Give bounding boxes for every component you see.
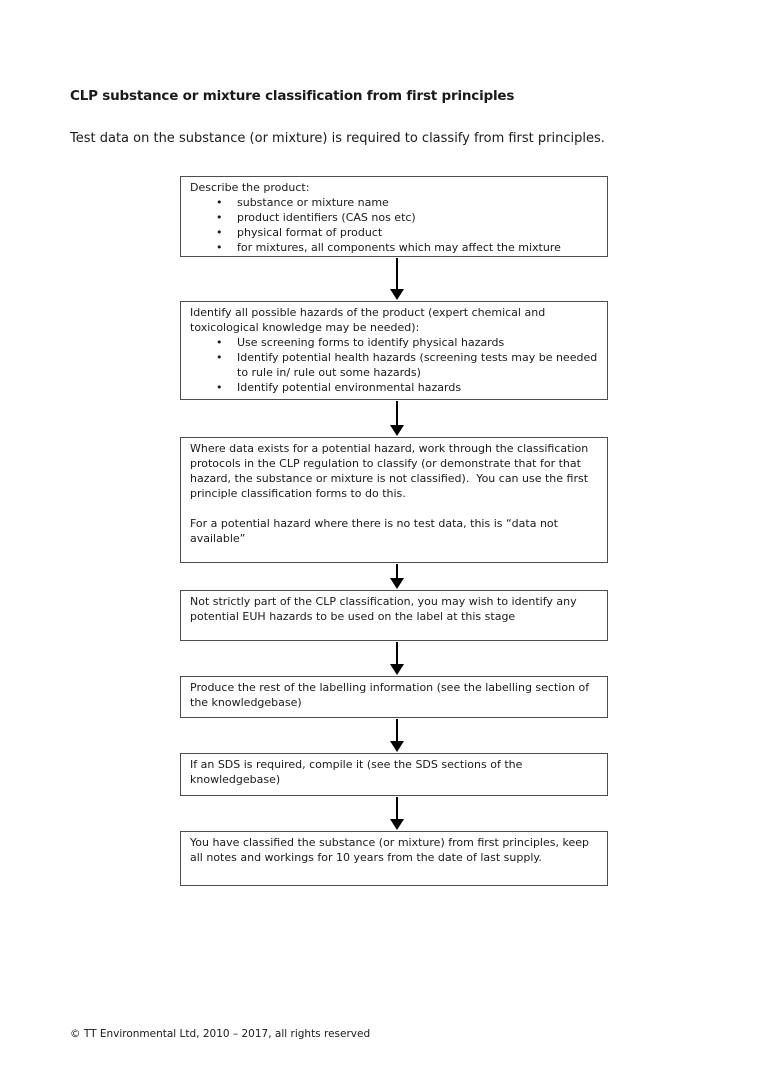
arrow-head-icon — [390, 664, 404, 675]
flow-box-identify-hazards — [180, 301, 608, 400]
page-title: CLP substance or mixture classification from first principles — [70, 88, 515, 104]
flow-box-paragraph: Where data exists for a potential hazard, work through the classification protocols in the CLP regulation to classify (or demonstrate that for that hazard, the substance or mixture is not classified). You can use the first principle classification forms to do this. — [190, 442, 592, 500]
flow-box-euh-hazards — [180, 590, 608, 641]
flow-down-arrow — [390, 564, 404, 589]
flow-down-arrow — [390, 401, 404, 436]
flow-box-classification-protocols — [180, 437, 608, 563]
arrow-head-icon — [390, 289, 404, 300]
flow-box-intro: Identify all possible hazards of the product (expert chemical and toxicological knowledge may be needed): — [190, 306, 546, 334]
bullet-item: • for mixtures, all components which may affect the mixture — [216, 240, 598, 255]
flow-box-intro: Describe the product: — [190, 181, 310, 194]
flow-box-labelling-information — [180, 676, 608, 718]
arrow-head-icon — [390, 425, 404, 436]
flow-box-paragraph: Not strictly part of the CLP classification, you may wish to identify any potential EUH hazards to be used on the label at this stage — [190, 595, 581, 623]
bullet-item: • Identify potential health hazards (screening tests may be needed to rule in/ rule out some hazards) — [216, 350, 598, 380]
bullet-item: • product identifiers (CAS nos etc) — [216, 210, 598, 225]
arrow-stem — [396, 642, 398, 664]
flow-down-arrow — [390, 797, 404, 830]
flow-down-arrow — [390, 258, 404, 300]
flow-box-paragraph: If an SDS is required, compile it (see the SDS sections of the knowledgebase) — [190, 758, 526, 786]
arrow-head-icon — [390, 741, 404, 752]
arrow-stem — [396, 564, 398, 578]
flow-down-arrow — [390, 642, 404, 675]
page-subtitle: Test data on the substance (or mixture) is required to classify from first principles. — [70, 131, 605, 146]
copyright-notice: © TT Environmental Ltd, 2010 – 2017, all rights reserved — [70, 1028, 371, 1040]
flow-box-bullet-list — [190, 335, 598, 395]
arrow-stem — [396, 401, 398, 425]
flow-box-paragraph: You have classified the substance (or mixture) from first principles, keep all notes and workings for 10 years from the date of last supply. — [190, 836, 593, 864]
arrow-head-icon — [390, 819, 404, 830]
flow-box-sds — [180, 753, 608, 796]
bullet-item: • Use screening forms to identify physical hazards — [216, 335, 598, 350]
flow-box-paragraph: For a potential hazard where there is no test data, this is “data not available” — [190, 517, 562, 545]
flow-box-describe-product — [180, 176, 608, 257]
arrow-stem — [396, 258, 398, 289]
arrow-stem — [396, 797, 398, 819]
bullet-item: • substance or mixture name — [216, 195, 598, 210]
flow-down-arrow — [390, 719, 404, 752]
flow-box-classification-complete — [180, 831, 608, 886]
bullet-item: • physical format of product — [216, 225, 598, 240]
flow-box-bullet-list — [190, 195, 598, 255]
flow-box-paragraph: Produce the rest of the labelling information (see the labelling section of the knowledgebase) — [190, 681, 593, 709]
arrow-head-icon — [390, 578, 404, 589]
bullet-item: • Identify potential environmental hazards — [216, 380, 598, 395]
arrow-stem — [396, 719, 398, 741]
